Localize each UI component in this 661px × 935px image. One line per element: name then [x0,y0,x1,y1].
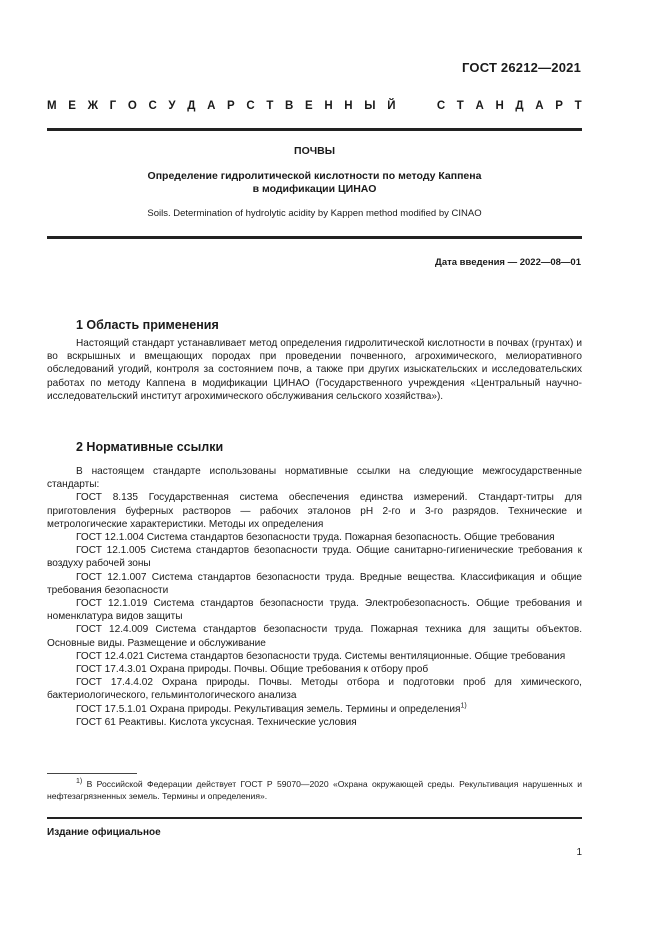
interstate-letter: Ж [87,100,98,112]
reference-item: ГОСТ 12.4.021 Система стандартов безопасности труда. Системы вентиляционные. Общие требования [76,650,566,662]
references-intro: В настоящем стандарте использованы нормативные ссылки на следующие межгосударственные стандарты: [47,466,582,491]
interstate-letter: М [47,100,57,112]
reference-item: ГОСТ 12.4.009 Система стандартов безопасности труда. Пожарная техника для защиты объектов. Основные виды. Размещение и обслуживание [47,624,582,649]
document-title: ПОЧВЫ [294,145,335,157]
interstate-letter: Р [227,100,235,112]
interstate-letter: А [207,100,216,112]
interstate-letter: Т [574,100,582,112]
section-2-title: 2 Нормативные ссылки [76,440,224,454]
gost-number: ГОСТ 26212—2021 [462,60,581,75]
introduction-date: Дата введения — 2022—08—01 [435,257,581,268]
footnote-text: В Российской Федерации действует ГОСТ Р 59070—2020 «Охрана окружающей среды. Рекультивация нарушенных и нефтезагрязненных земель. Термины и определения». [47,779,582,801]
interstate-letter: С [246,100,255,112]
interstate-letter: А [535,100,544,112]
interstate-letter: С [436,100,446,112]
interstate-letter: Й [387,100,396,112]
page-number: 1 [576,847,582,858]
interstate-letter: Н [324,100,333,112]
section-1-text [47,337,582,403]
reference-item: ГОСТ 12.1.019 Система стандартов безопасности труда. Электробезопасность. Общие требования и номенклатура видов защиты [47,598,582,623]
footnote [47,778,582,802]
header-rule-top [47,128,582,131]
interstate-letter: О [127,100,137,112]
header-rule-bottom [47,236,582,239]
section-1-body: Настоящий стандарт устанавливает метод определения гидролитической кислотности в почвах (грунтах) и во вскрышных и вмещающих породах при проведении почвенного, агрохимического, мелиоративного обследований угодий, контроля за состоянием почв, а также при других изыскательских и исследовательских работах по методу Каппена в модификации ЦИНАО (Государственного учреждения «Центральный научно-исследовательский институт агрохимического обслуживания сельского хозяйства»). [47,338,582,402]
interstate-letter: Р [555,100,563,112]
interstate-letter: Т [266,100,274,112]
reference-item-with-footnote [47,703,582,716]
english-title: Soils. Determination of hydrolytic acidity by Kappen method modified by CINAO [147,208,482,219]
interstate-letter: В [285,100,294,112]
section-1-title: 1 Область применения [76,318,219,332]
interstate-letter: Е [305,100,313,112]
reference-item: ГОСТ 12.1.004 Система стандартов безопасности труда. Пожарная безопасность. Общие требования [76,532,555,544]
interstate-letter: Н [495,100,504,112]
reference-item: ГОСТ 61 Реактивы. Кислота уксусная. Технические условия [76,716,357,728]
interstate-letter: Г [109,100,117,112]
interstate-letter: С [148,100,157,112]
reference-item: ГОСТ 17.4.3.01 Охрана природы. Почвы. Общие требования к отбору проб [76,664,429,676]
interstate-letter: Т [456,100,464,112]
footer-rule [47,817,582,819]
subtitle-line-2: в модификации ЦИНАО [252,183,377,195]
interstate-letter: Н [344,100,353,112]
footnote-reference-mark[interactable]: 1) [460,702,467,710]
interstate-letter: А [475,100,484,112]
reference-item: ГОСТ 12.1.005 Система стандартов безопасности труда. Общие санитарно-гигиенические требования к воздуху рабочей зоны [47,545,582,570]
reference-item: ГОСТ 17.4.4.02 Охрана природы. Почвы. Методы отбора и подготовки проб для химического, бактериологического, гельминтологического анализа [47,677,582,702]
interstate-letter [407,100,410,112]
interstate-letter: Д [515,100,524,112]
footnote-separator [47,773,137,774]
interstate-letter [422,100,425,112]
reference-item-text: ГОСТ 17.5.1.01 Охрана природы. Рекультивация земель. Термины и определения [76,703,461,715]
official-edition-label: Издание официальное [47,827,161,838]
subtitle-line-1: Определение гидролитической кислотности по методу Каппена [147,170,482,182]
interstate-letter: У [168,100,176,112]
normative-references [47,465,582,729]
interstate-letter: Ы [364,100,376,112]
reference-item: ГОСТ 12.1.007 Система стандартов безопасности труда. Вредные вещества. Классификация и общие требования безопасности [47,571,582,596]
footnote-mark: 1) [76,778,83,786]
interstate-letter: Е [68,100,76,112]
document-subtitle [47,170,582,196]
reference-item: ГОСТ 8.135 Государственная система обеспечения единства измерений. Стандарт-титры для приготовления буферных растворов — рабочих эталонов pH 2-го и 3-го разрядов. Технические и метрологические характеристики. Методы их определения [47,492,582,530]
interstate-standard-heading [47,100,582,112]
interstate-letter: Д [187,100,196,112]
